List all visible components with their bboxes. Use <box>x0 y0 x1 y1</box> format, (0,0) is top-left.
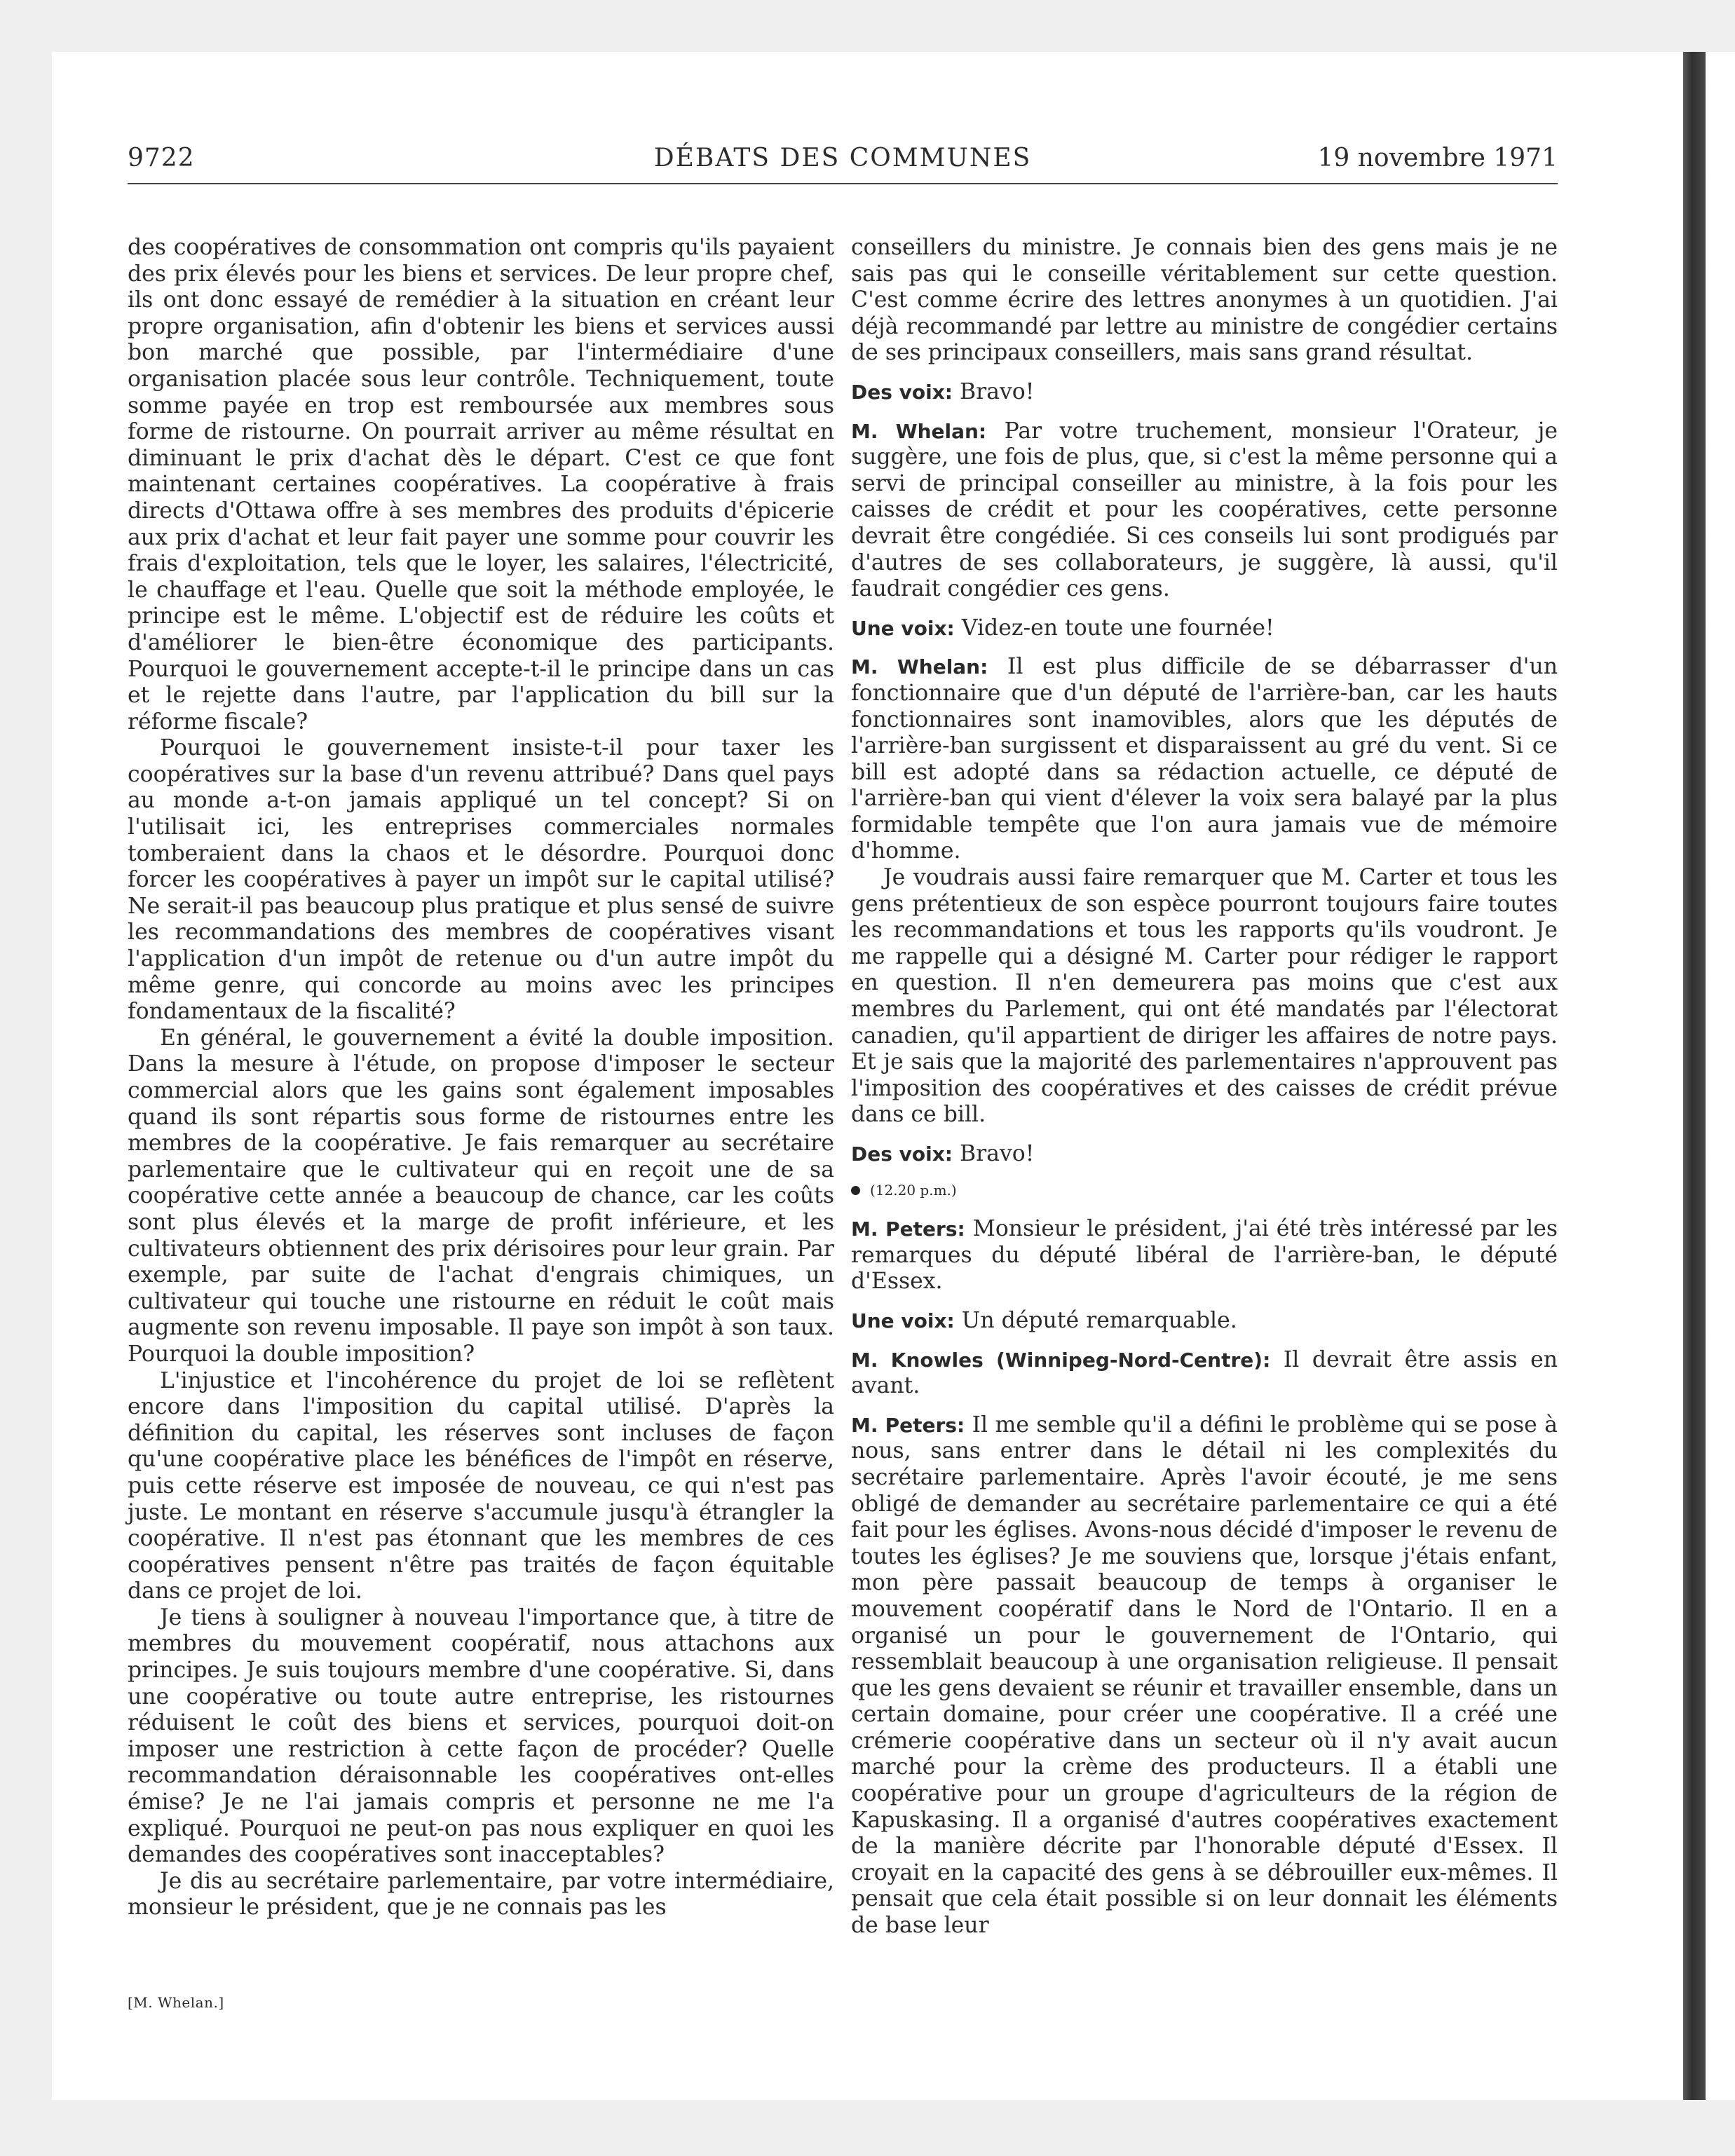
speaker-name: Des voix: <box>851 1142 953 1166</box>
speech-text: Bravo! <box>960 378 1035 404</box>
speech-text: Par votre truchement, monsieur l'Orateur, je suggère, une fois de plus, que, si c'est la même personne qui a servi de principal conseiller au ministre, à la fois pour les caisses de crédit et pour les coopératives, cette personne devrait être congédiée. Si ces conseils lui sont prodigués par d'autres de ses collaborateurs, je suggère, là aussi, qu'il faudrait congédier ces gens. <box>851 418 1558 602</box>
speech <box>851 1412 1558 1939</box>
speaker-name: M. Whelan: <box>851 655 988 679</box>
speech-text: Il devrait être assis en avant. <box>851 1346 1558 1399</box>
speaker-name: Une voix: <box>851 1309 955 1332</box>
timestamp-text: (12.20 p.m.) <box>870 1181 957 1199</box>
speech <box>851 1308 1558 1335</box>
paragraph: Je dis au secrétaire parlementaire, par votre intermédiaire, monsieur le président, que je ne connais pas les <box>128 1868 834 1920</box>
speech-text: Un député remarquable. <box>961 1307 1237 1333</box>
speech <box>851 1216 1558 1295</box>
speech <box>851 654 1558 865</box>
paragraph: Je tiens à souligner à nouveau l'importance que, à titre de membres du mouvement coopératif, nous attachons aux principes. Je suis toujours membre d'une coopérative. Si, dans une coopérative ou toute autre entreprise, les ristournes réduisent le coût des biens et services, pourquoi doit-on imposer une restriction à cette façon de procéder? Quelle recommandation déraisonnable les coopératives ont-elles émise? Je ne l'ai jamais compris et personne ne me l'a expliqué. Pourquoi ne peut-on pas nous expliquer en quoi les demandes des coopératives sont inacceptables? <box>128 1604 834 1868</box>
speaker-name: M. Peters: <box>851 1413 965 1437</box>
speech-text: Il me semble qu'il a défini le problème qui se pose à nous, sans entrer dans le détail ni les complexités du secrétaire parlementaire. Après l'avoir écouté, je me sens obligé de demander au secrétaire parlementaire ce qui a été fait pour les églises. Avons-nous décidé d'imposer le revenu de toutes les églises? Je me souviens que, lorsque j'étais enfant, mon père passait beaucoup de temps à organiser le mouvement coopératif dans le Nord de l'Ontario. Il en a organisé un pour le gouvernement de l'Ontario, qui ressemblait beaucoup à une organisation religieuse. Il pensait que les gens devaient se réunir et travailler ensemble, dans un certain domaine, pour créer une coopérative. Il a créé une crémerie coopérative dans un secteur où il n'y avait aucun marché pour la crème des producteurs. Il a établi une coopérative pour un groupe d'agriculteurs de la région de Kapuskasing. Il a organisé d'autres coopératives exactement de la manière décrite par l'honorable député d'Essex. Il croyait en la capacité des gens à se débrouiller eux-mêmes. Il pensait que cela était possible si on leur donnait les éléments de base leur <box>851 1412 1558 1939</box>
speech-text: Bravo! <box>960 1141 1035 1166</box>
speaker-name: M. Peters: <box>851 1217 965 1241</box>
speech <box>851 1141 1558 1168</box>
issue-date: 19 novembre 1971 <box>1317 144 1558 172</box>
page <box>128 144 1558 2011</box>
left-column <box>128 235 834 1921</box>
speaker-footnote: [M. Whelan.] <box>128 1994 224 2011</box>
paragraph: Je voudrais aussi faire remarquer que M. Carter et tous les gens prétentieux de son espèce pourront toujours faire toutes les recommandations et tous les rapports qu'ils voudront. Je me rappelle qui a désigné M. Carter pour rédiger le rapport en question. Il n'en demeurera pas moins que c'est aux membres du Parlement, qui ont été mandatés par l'électorat canadien, qu'il appartient de diriger les affaires de notre pays. Et je sais que la majorité des parlementaires n'approuvent pas l'imposition des coopératives et des caisses de crédit prévue dans ce bill. <box>851 865 1558 1128</box>
speech-text: Il est plus difficile de se débarrasser d'un fonctionnaire que d'un député de l'arrière-ban, car les hauts fonctionnaires sont inamovibles, alors que les députés de l'arrière-ban surgissent et disparaissent au gré du vent. Si ce bill est adopté dans sa rédaction actuelle, ce député de l'arrière-ban qui vient d'élever la voix sera balayé par la plus formidable tempête que l'on aura jamais vue de mémoire d'homme. <box>851 654 1558 864</box>
running-header <box>128 144 1558 184</box>
speaker-name: M. Knowles (Winnipeg-Nord-Centre): <box>851 1348 1271 1372</box>
paragraph: Pourquoi le gouvernement insiste-t-il pour taxer les coopératives sur la base d'un revenu attribué? Dans quel pays au monde a-t-on jamais appliqué un tel concept? Si on l'utilisait ici, les entreprises commerciales normales tomberaient dans la chaos et le désordre. Pourquoi donc forcer les coopératives à payer un impôt sur le capital utilisé? Ne serait-il pas beaucoup plus pratique et plus sensé de suivre les recommandations des membres de coopératives visant l'application d'un impôt de retenue ou d'un autre impôt du même genre, qui concorde au moins avec les principes fondamentaux de la fiscalité? <box>128 735 834 1025</box>
paragraph: L'injustice et l'incohérence du projet de loi se reflètent encore dans l'imposition du capital utilisé. D'après la définition du capital, les réserves sont incluses de façon qu'une coopérative place les bénéfices de l'impôt en réserve, puis cette réserve est imposée de nouveau, ce qui n'est pas juste. Le montant en réserve s'accumule jusqu'à étrangler la coopérative. Il n'est pas étonnant que les membres de ces coopératives pensent n'être pas traités de façon équitable dans ce projet de loi. <box>128 1367 834 1604</box>
page-number: 9722 <box>128 144 195 172</box>
speech <box>851 1347 1558 1400</box>
paragraph: conseillers du ministre. Je connais bien des gens mais je ne sais pas qui le conseille véritablement sur cette question. C'est comme écrire des lettres anonymes à un quotidien. J'ai déjà recommandé par lettre au ministre de congédier certains de ses principaux conseillers, mais sans grand résultat. <box>851 235 1558 366</box>
speaker-name: M. Whelan: <box>851 419 987 443</box>
speech-text: Videz-en toute une fournée! <box>961 615 1274 641</box>
publication-title: DÉBATS DES COMMUNES <box>653 144 1032 172</box>
speech <box>851 379 1558 406</box>
scan-edge <box>1683 52 1706 2100</box>
speech <box>851 615 1558 642</box>
bullet-icon <box>851 1186 860 1195</box>
paragraph: des coopératives de consommation ont compris qu'ils payaient des prix élevés pour les biens et services. De leur propre chef, ils ont donc essayé de remédier à la situation en créant leur propre organisation, afin d'obtenir les biens et services aussi bon marché que possible, par l'intermédiaire d'une organisation placée sous leur contrôle. Techniquement, toute somme payée en trop est remboursée aux membres sous forme de ristourne. On pourrait arriver au même résultat en diminuant le prix d'achat dès le départ. C'est ce que font maintenant certaines coopératives. La coopérative à frais directs d'Ottawa offre à ses membres des produits d'épicerie aux prix d'achat et leur fait payer une somme pour couvrir les frais d'exploitation, tels que le loyer, les salaires, l'électricité, le chauffage et l'eau. Quelle que soit la méthode employée, le principe est le même. L'objectif est de réduire les coûts et d'améliorer le bien-être économique des participants. Pourquoi le gouvernement accepte-t-il le principe dans un cas et le rejette dans l'autre, par l'application du bill sur la réforme fiscale? <box>128 235 834 735</box>
right-column <box>851 235 1558 1939</box>
speaker-name: Des voix: <box>851 380 953 404</box>
speaker-name: Une voix: <box>851 616 955 640</box>
timestamp <box>851 1178 1558 1204</box>
speech <box>851 418 1558 603</box>
paragraph: En général, le gouvernement a évité la double imposition. Dans la mesure à l'étude, on propose d'imposer le secteur commercial alors que les gains sont également imposables quand ils sont répartis sous forme de ristournes entre les membres de la coopérative. Je fais remarquer au secrétaire parlementaire que le cultivateur qui en reçoit une de sa coopérative cette année a beaucoup de chance, car les coûts sont plus élevés et la marge de profit inférieure, et les cultivateurs obtiennent des prix dérisoires pour leur grain. Par exemple, par suite de l'achat d'engrais chimiques, un cultivateur qui touche une ristourne en réduit le coût mais augmente son revenu imposable. Il paye son impôt à son taux. Pourquoi la double imposition? <box>128 1025 834 1367</box>
speech-text: Monsieur le président, j'ai été très intéressé par les remarques du député libéral de l'arrière-ban, le député d'Essex. <box>851 1216 1558 1295</box>
